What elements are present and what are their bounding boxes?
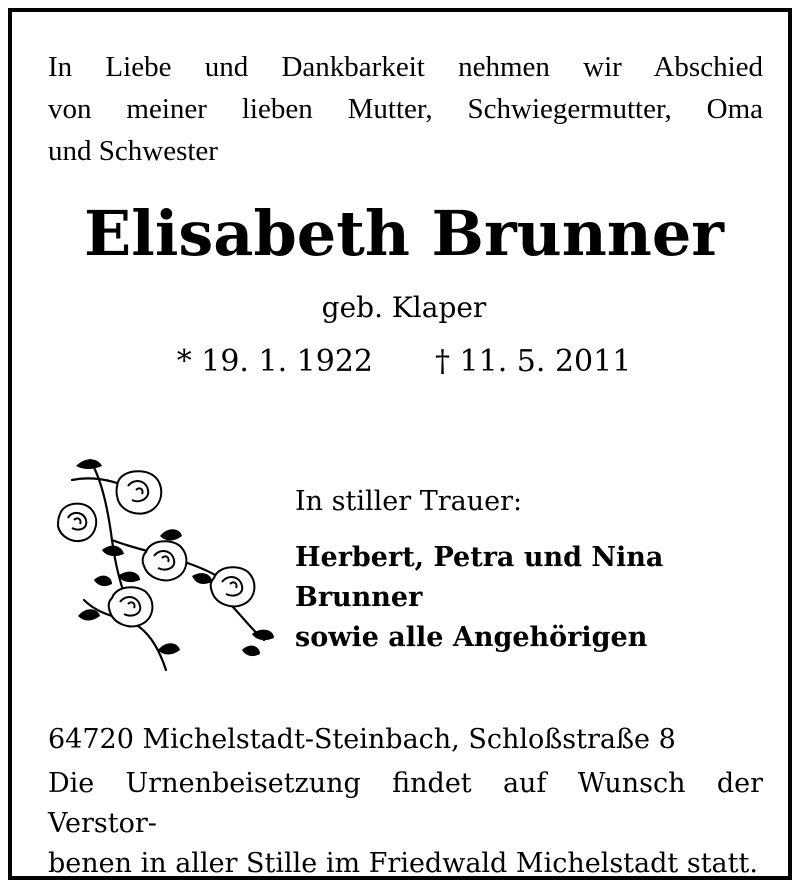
burial-line-1: Die Urnenbeisetzung findet auf Wunsch der Verstor- [48, 768, 763, 839]
burial-note [48, 764, 763, 884]
mourning-lead: In stiller Trauer: [295, 486, 523, 517]
burial-line-2: benen in aller Stille im Friedwald Michelstadt statt. [48, 848, 758, 879]
intro-line-2: von meiner lieben Mutter, Schwiegermutter, Oma [48, 93, 763, 125]
death-date: † 11. 5. 2011 [435, 344, 632, 379]
family-names [295, 538, 775, 658]
intro-line-3: und Schwester [48, 135, 218, 167]
intro-text [48, 46, 763, 172]
rose-branch-icon [42, 440, 282, 676]
family-line-1: Herbert, Petra und Nina Brunner [295, 542, 664, 613]
family-line-2: sowie alle Angehörigen [295, 622, 648, 653]
intro-line-1: In Liebe und Dankbarkeit nehmen wir Abschied [48, 51, 763, 83]
maiden-name: geb. Klaper [321, 291, 487, 324]
birth-date: * 19. 1. 1922 [176, 344, 373, 379]
deceased-name: Elisabeth Brunner [84, 197, 724, 270]
obituary-notice [8, 8, 792, 880]
mourning-address: 64720 Michelstadt-Steinbach, Schloßstraße 8 [48, 724, 676, 755]
life-dates [12, 342, 796, 382]
mourning-block [295, 482, 775, 658]
